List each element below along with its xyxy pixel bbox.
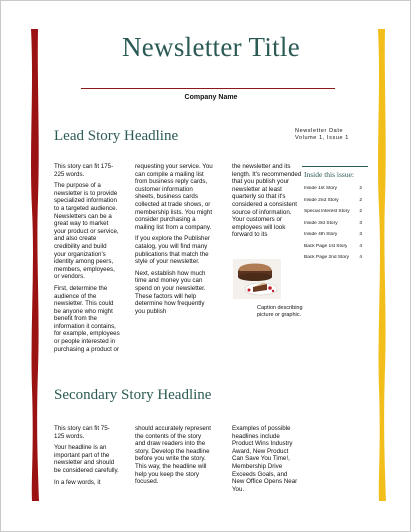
lead-col2-p3: Next, establish how much time and money you can spend on your newsletter. These factors will help determine how frequently you publish [135, 269, 206, 315]
toc-label: Back Page 2nd Story [304, 255, 350, 260]
toc-page: 4 [359, 243, 362, 249]
toc-label: Inside 1st Story [304, 186, 338, 191]
secondary-column-3 [232, 425, 300, 497]
lead-column-2 [135, 163, 213, 319]
photo-caption: Caption describing picture or graphic. [257, 305, 303, 318]
lead-column-1 [54, 163, 120, 357]
second-col2-p1: should accurately represent the contents of the story and draw readers into the story. Develop the headline before you write the story. This way, the headline will help you keep the story focused. [135, 425, 212, 486]
lead-headline: Lead Story Headline [54, 128, 179, 144]
issue-info [295, 128, 349, 142]
toc-label: Back Page 1st Story [304, 243, 348, 249]
toc-label: Special Interest Story [304, 209, 350, 214]
toc-page: 2 [359, 209, 362, 214]
lead-col3-p1: the newsletter and its length. It's recommended that you publish your newsletter at least quarterly so that it's considered a consistent source of information. Your customers or employees will look forward to its [232, 163, 302, 239]
newsletter-date: Newsletter Date [295, 128, 344, 134]
table-of-contents [304, 186, 362, 267]
secondary-headline: Secondary Story Headline [54, 387, 212, 403]
second-col1-p1: This story can fit 75-125 words. [54, 425, 110, 440]
title-divider [81, 88, 335, 89]
toc-item [304, 186, 362, 198]
second-col1-p3: In a few words, it [54, 478, 101, 486]
toc-item [304, 209, 362, 221]
toc-label: Inside 4th Story [304, 232, 338, 237]
toc-page: 4 [359, 255, 362, 260]
toc-page: 3 [359, 232, 362, 237]
toc-page: 2 [359, 197, 362, 203]
toc-item [304, 255, 362, 267]
lead-col1-p3: First, determine the audience of the newsletter. This could be anyone who might benefit from the information it contains, for example, employees or people interested in purchasing a product or [54, 284, 120, 353]
lead-col1-p1: This story can fit 175-225 words. [54, 163, 114, 178]
inside-title: Inside this issue: [304, 170, 354, 179]
second-col3-p1: Examples of possible headlines include Product Wins Industry Award, New Product Can Save You Time!, Membership Drive Exceeds Goals, and New Office Opens Near You. [232, 425, 298, 493]
cake-photo [233, 259, 281, 299]
second-col1-p2: Your headline is an important part of the newsletter and should be considered carefully. [54, 444, 119, 474]
lead-col1-p2: The purpose of a newsletter is to provide specialized information to a targeted audience. Newsletters can be a great way to market your product or service, and also create credibility and build your organization's identity among peers, members, employees, or vendors. [54, 182, 119, 281]
toc-item [304, 244, 362, 256]
inside-divider [302, 166, 368, 167]
toc-item [304, 232, 362, 244]
toc-page: 2 [359, 186, 362, 191]
toc-label: Inside 2nd Story [304, 197, 339, 203]
left-decorative-bar [30, 29, 39, 501]
right-decorative-bar [377, 29, 386, 501]
secondary-column-2 [135, 425, 213, 490]
volume-issue: Volume 1, Issue 1 [295, 135, 349, 141]
toc-item [304, 198, 362, 210]
toc-item [304, 221, 362, 233]
company-name: Company Name [184, 94, 238, 101]
lead-column-3 [232, 163, 304, 243]
secondary-column-1 [54, 425, 120, 490]
lead-col2-p2: If you explore the Publisher catalog, you will find many publications that match the style of your newsletter. [135, 235, 210, 266]
newsletter-title: Newsletter Title [121, 32, 301, 62]
lead-col2-p1: requesting your service. You can compile a mailing list from business reply cards, customer information sheets, business cards collected at trade shows, or membership lists. You might consider purchasing a mailing list from a company. [135, 163, 213, 231]
toc-label: Inside 3rd Story [304, 220, 338, 226]
toc-page: 3 [359, 220, 362, 226]
